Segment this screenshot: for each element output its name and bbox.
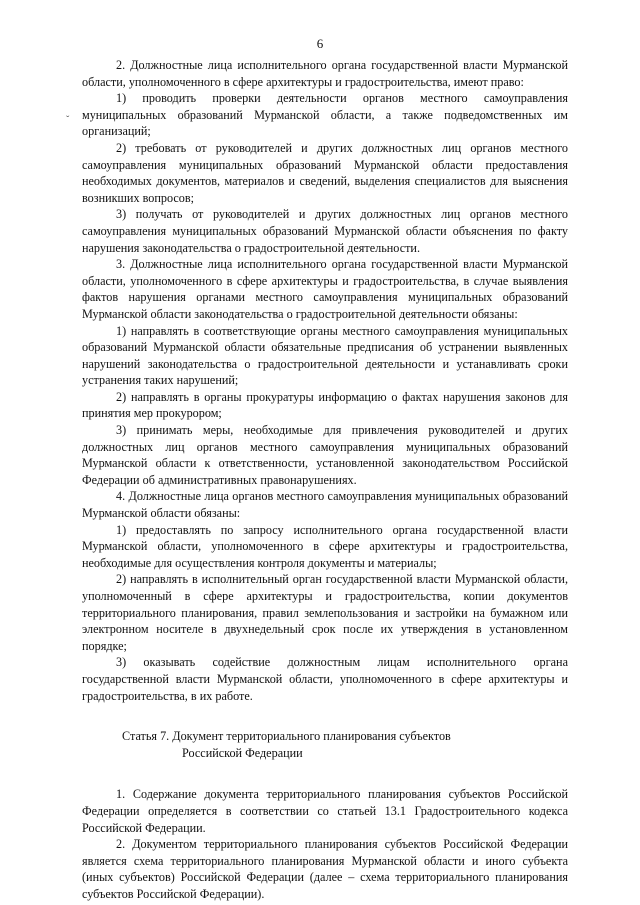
paragraph: 1) проводить проверки деятельности органов местного самоуправления муниципальных образований Мурманской области, а также подведомственных им организаций; xyxy=(82,91,568,139)
page-number: 6 xyxy=(316,36,324,51)
margin-mark: ˇ xyxy=(66,115,70,126)
paragraph: 3) принимать меры, необходимые для привлечения руководителей и других должностных лиц органов местного самоуправления муниципальных образований Мурманской области к ответственности, установленной законодательством Российской Федерации об административных правонарушениях. xyxy=(82,423,568,487)
paragraph: 4. Должностные лица органов местного самоуправления муниципальных образований Мурманской области обязаны: xyxy=(82,489,568,521)
article-title-line1: Статья 7. Документ территориального планирования субъектов xyxy=(122,729,451,744)
article-paragraph: 2. Документом территориального планирования субъектов Российской Федерации является схема территориального планирования Мурманской области и иного субъекта (иных субъектов) Российской Федерации (далее – схема территориального планирования субъектов Российской Федерации). xyxy=(82,837,568,901)
paragraph: 2. Должностные лица исполнительного органа государственной власти Мурманской области, уполномоченного в сфере архитектуры и градостроительства, имеют право: xyxy=(82,58,568,89)
paragraph: 2) требовать от руководителей и других должностных лиц органов местного самоуправления муниципальных образований Мурманской области предоставления необходимых документов, материалов и сведений, выделения специалистов для выяснения возникших вопросов; xyxy=(82,140,568,205)
paragraph: 3. Должностные лица исполнительного органа государственной власти Мурманской области, уполномоченного в сфере архитектуры и градостроительства, в случае выявления фактов нарушения органами местного самоуправления муниципальных образований Мурманской области законодательства о градостроительной деятельности обязаны: xyxy=(82,257,568,321)
paragraph: 1) направлять в соответствующие органы местного самоуправления муниципальных образований Мурманской области обязательные предписания об устранении выявленных нарушений законодательства о градостроительной деятельности и устанавливать сроки устранения таких нарушений; xyxy=(82,323,568,388)
paragraph: 3) получать от руководителей и других должностных лиц органов местного самоуправления муниципальных образований Мурманской области объяснения по факту нарушения законодательства о градостроительной деятельности. xyxy=(82,207,568,255)
article-title-line2: Российской Федерации xyxy=(182,745,303,760)
article-paragraph: 1. Содержание документа территориального планирования субъектов Российской Федерации определяется в соответствии со статьей 13.1 Градостроительного кодекса Российской Федерации. xyxy=(82,787,568,835)
paragraph: 1) предоставлять по запросу исполнительного органа государственной власти Мурманской области, уполномоченного в сфере архитектуры и градостроительства, необходимые для осуществления контроля документы и материалы; xyxy=(82,522,568,570)
article-title xyxy=(82,728,568,761)
paragraph: 3) оказывать содействие должностным лицам исполнительного органа государственной власти Мурманской области, уполномоченного в сфере архитектуры и градостроительства, в их работе. xyxy=(82,655,568,703)
paragraph: 2) направлять в исполнительный орган государственной власти Мурманской области, уполномоченный в сфере архитектуры и градостроительства, копии документов территориального планирования, правил землепользования и застройки на бумажном или электронном носителе в двухнедельный срок после их утверждения в установленном порядке; xyxy=(82,572,568,653)
paragraph: 2) направлять в органы прокуратуры информацию о фактах нарушения законов для принятия мер прокурором; xyxy=(82,389,568,421)
document-body xyxy=(82,57,568,903)
